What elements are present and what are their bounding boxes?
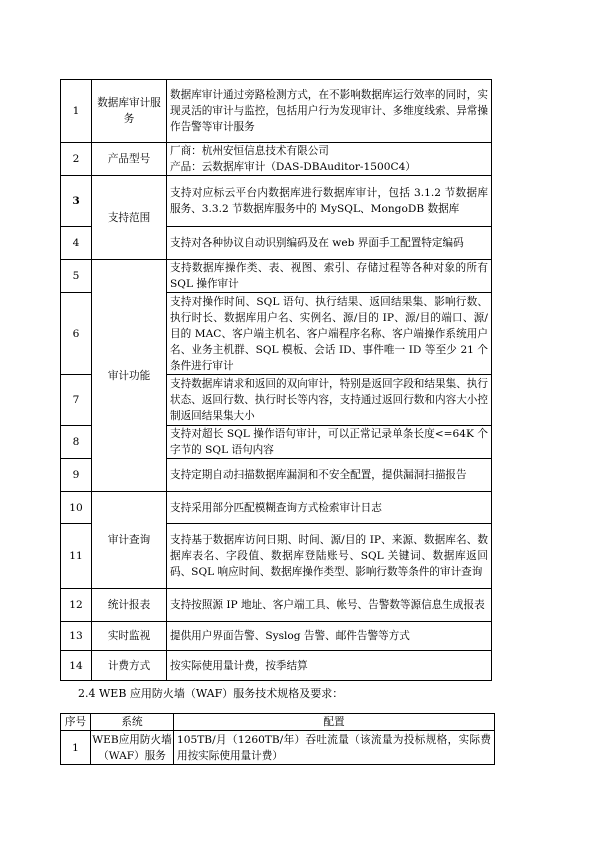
category-line: （WAF）服务 bbox=[98, 749, 166, 762]
row-description: 支持对超长 SQL 操作语句审计，可以正常记录单条长度<=64K 个字节的 SQL 语句内容 bbox=[167, 426, 492, 459]
table-row bbox=[61, 589, 492, 622]
header-number: 序号 bbox=[61, 714, 91, 731]
header-system: 系统 bbox=[91, 714, 174, 731]
row-number: 12 bbox=[61, 589, 92, 622]
row-category: 统计报表 bbox=[92, 589, 167, 622]
row-number: 13 bbox=[61, 622, 92, 651]
table-row bbox=[61, 143, 492, 176]
row-description: 支持定期自动扫描数据库漏洞和不安全配置，提供漏洞扫描报告 bbox=[167, 459, 492, 492]
row-description: 提供用户界面告警、Syslog 告警、邮件告警等方式 bbox=[167, 622, 492, 651]
row-number: 8 bbox=[61, 426, 92, 459]
row-description: 支持基于数据库访问日期、时间、源/目的 IP、来源、数据库名、数据库表名、字段值、数据库登陆账号、SQL 关键词、数据库返回码、SQL 响应时间、数据库操作类型、影响行数等条件的审计查询 bbox=[167, 524, 492, 589]
table-row bbox=[61, 651, 492, 681]
row-category: 产品型号 bbox=[92, 143, 167, 176]
row-number: 3 bbox=[61, 176, 92, 227]
row-category: 支持范围 bbox=[92, 176, 167, 260]
row-number: 11 bbox=[61, 524, 92, 589]
vendor-line: 厂商：杭州安恒信息技术有限公司 bbox=[170, 145, 329, 157]
row-description: 支持对各种协议自动识别编码及在 web 界面手工配置特定编码 bbox=[167, 227, 492, 260]
row-description: 105TB/月（1260TB/年）吞吐流量（该流量为投标规格，实际费用按实际使用量计费） bbox=[174, 731, 495, 765]
row-number: 6 bbox=[61, 293, 92, 375]
table-row bbox=[61, 492, 492, 524]
table-row bbox=[61, 731, 495, 765]
table-row bbox=[61, 260, 492, 293]
row-number: 14 bbox=[61, 651, 92, 681]
row-number: 7 bbox=[61, 375, 92, 426]
row-description bbox=[167, 143, 492, 176]
waf-table bbox=[60, 713, 495, 765]
row-number: 4 bbox=[61, 227, 92, 260]
row-number: 1 bbox=[61, 80, 92, 143]
row-category: 计费方式 bbox=[92, 651, 167, 681]
row-number: 5 bbox=[61, 260, 92, 293]
header-config: 配置 bbox=[174, 714, 495, 731]
table-header-row bbox=[61, 714, 495, 731]
row-description: 支持采用部分匹配模糊查询方式检索审计日志 bbox=[167, 492, 492, 524]
row-description: 支持对操作时间、SQL 语句、执行结果、返回结果集、影响行数、执行时长、数据库用户名、实例名、源/目的 IP、源/目的端口、源/目的 MAC、客户端主机名、客户端程序名称、客户端操作系统用户名、业务主机群、SQL 模板、会话 ID、事件唯一 ID 等至少 21 个条件进行审计 bbox=[167, 293, 492, 375]
product-line: 产品：云数据库审计（DAS-DBAuditor-1500C4） bbox=[170, 161, 416, 173]
table-row bbox=[61, 176, 492, 227]
row-category: 审计查询 bbox=[92, 492, 167, 589]
section-heading: 2.4 WEB 应用防火墙（WAF）服务技术规格及要求： bbox=[78, 687, 344, 700]
row-description: 按实际使用量计费，按季结算 bbox=[167, 651, 492, 681]
row-category bbox=[91, 731, 174, 765]
category-line: WEB应用防火墙 bbox=[92, 733, 172, 746]
row-number: 9 bbox=[61, 459, 92, 492]
row-category: 审计功能 bbox=[92, 260, 167, 492]
row-description: 支持对应标云平台内数据库进行数据库审计，包括 3.1.2 节数据库服务、3.3.2 节数据库服务中的 MySQL、MongoDB 数据库 bbox=[167, 176, 492, 227]
row-description: 支持按照源 IP 地址、客户端工具、帐号、告警数等源信息生成报表 bbox=[167, 589, 492, 622]
row-category: 实时监视 bbox=[92, 622, 167, 651]
row-description: 数据库审计通过旁路检测方式，在不影响数据库运行效率的同时，实现灵活的审计与监控，包括用户行为发现审计、多维度线索、异常操作告警等审计服务 bbox=[167, 80, 492, 143]
row-description: 支持数据库操作类、表、视图、索引、存储过程等各种对象的所有 SQL 操作审计 bbox=[167, 260, 492, 293]
table-row bbox=[61, 622, 492, 651]
row-number: 1 bbox=[61, 731, 91, 765]
row-description: 支持数据库请求和返回的双向审计，特别是返回字段和结果集、执行状态、返回行数、执行时长等内容，支持通过返回行数和内容大小控制返回结果集大小 bbox=[167, 375, 492, 426]
spec-table bbox=[60, 79, 492, 681]
row-number: 2 bbox=[61, 143, 92, 176]
row-number: 10 bbox=[61, 492, 92, 524]
row-category: 数据库审计服务 bbox=[92, 80, 167, 143]
table-row bbox=[61, 80, 492, 143]
